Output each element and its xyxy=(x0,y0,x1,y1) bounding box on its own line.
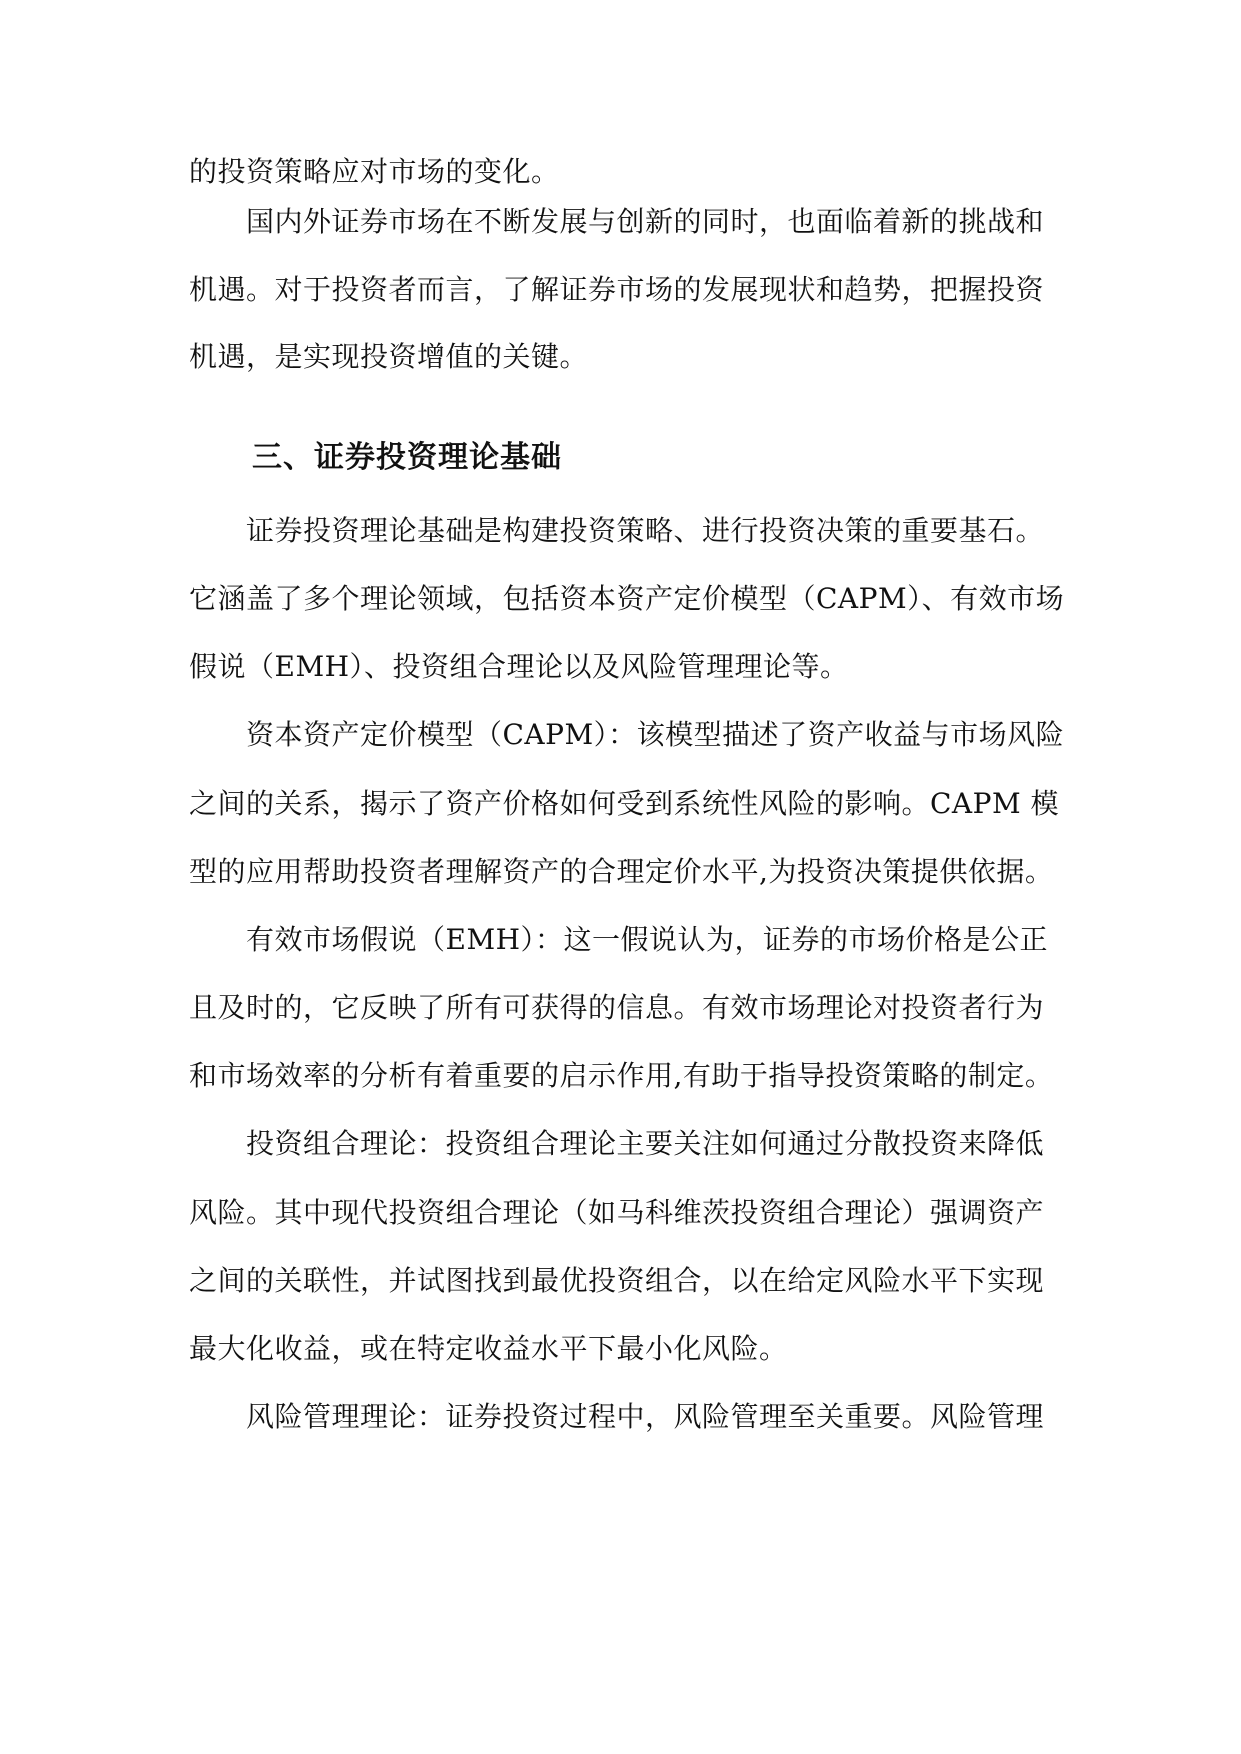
paragraph-line: 假说（EMH）、投资组合理论以及风险管理理论等。 xyxy=(189,650,849,683)
paragraph-line: 国内外证券市场在不断发展与创新的同时，也面临着新的挑战和 xyxy=(246,205,1045,238)
paragraph-line: 机遇。对于投资者而言，了解证券市场的发展现状和趋势，把握投资 xyxy=(189,273,1045,306)
paragraph-line: 和市场效率的分析有着重要的启示作用,有助于指导投资策略的制定。 xyxy=(189,1059,1054,1092)
paragraph-line: 之间的关系，揭示了资产价格如何受到系统性风险的影响。CAPM 模 xyxy=(189,787,1060,820)
paragraph-line: 最大化收益，或在特定收益水平下最小化风险。 xyxy=(189,1332,788,1365)
paragraph-line: 投资组合理论：投资组合理论主要关注如何通过分散投资来降低 xyxy=(246,1127,1045,1160)
section-heading: 三、证券投资理论基础 xyxy=(252,440,562,475)
paragraph-line: 之间的关联性，并试图找到最优投资组合，以在给定风险水平下实现 xyxy=(189,1264,1045,1297)
paragraph-line: 它涵盖了多个理论领域，包括资本资产定价模型（CAPM）、有效市场 xyxy=(189,582,1065,615)
paragraph-line: 机遇，是实现投资增值的关键。 xyxy=(189,340,589,373)
paragraph-line: 型的应用帮助投资者理解资产的合理定价水平,为投资决策提供依据。 xyxy=(189,855,1054,888)
paragraph-line: 风险管理理论：证券投资过程中，风险管理至关重要。风险管理 xyxy=(246,1400,1045,1433)
paragraph-line: 资本资产定价模型（CAPM）：该模型描述了资产收益与市场风险 xyxy=(246,718,1065,751)
paragraph-line: 且及时的，它反映了所有可获得的信息。有效市场理论对投资者行为 xyxy=(189,991,1045,1024)
paragraph-line: 有效市场假说（EMH）：这一假说认为，证券的市场价格是公正 xyxy=(246,923,1049,956)
paragraph-line: 风险。其中现代投资组合理论（如马科维茨投资组合理论）强调资产 xyxy=(189,1196,1045,1229)
paragraph-line: 的投资策略应对市场的变化。 xyxy=(189,155,560,188)
paragraph-line: 证券投资理论基础是构建投资策略、进行投资决策的重要基石。 xyxy=(246,514,1045,547)
